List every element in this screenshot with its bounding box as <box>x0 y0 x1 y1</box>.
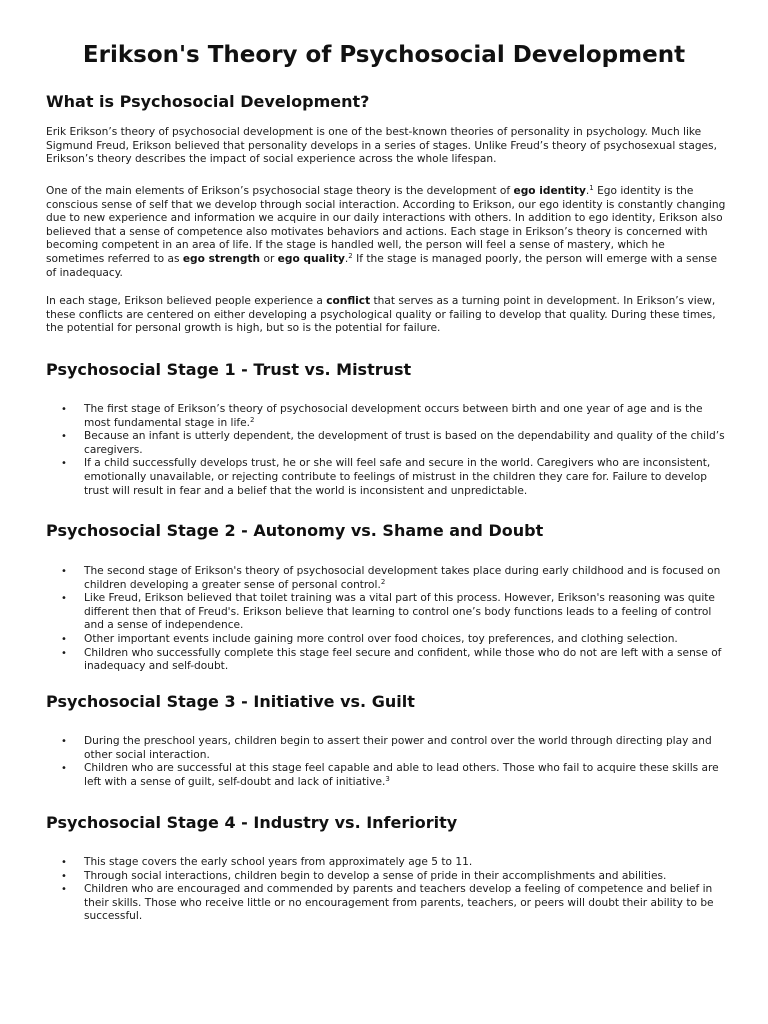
p2-text-d: Ego identity is the conscious sense of self that we develop through social interaction. According to Erikson, our ego identity is constantly changing due to new experience and information we acquire in our daily interactions with others. In addition to ego identity, Erikson also believed that a sense of competence also motivates behaviors and actions. Each stage in Erikson’s theory is concerned with becoming competent in an area of life. If the stage is handled well, the person will feel a sense of mastery, which he sometimes referred to as <box>46 185 726 265</box>
ego-identity-term: ego identity <box>513 185 586 197</box>
list-item <box>46 883 726 924</box>
intro-heading: What is Psychosocial Development? <box>46 92 370 111</box>
stage4-list <box>46 856 726 924</box>
list-item <box>46 592 726 633</box>
list-item-text: The first stage of Erikson’s theory of psychosocial development occurs between birth and one year of age and is the most fundamental stage in life. <box>84 403 703 429</box>
footnote-ref: 2 <box>250 415 255 424</box>
stage1-heading: Psychosocial Stage 1 - Trust vs. Mistrust <box>46 360 412 379</box>
footnote-ref: 2 <box>380 577 386 586</box>
stage2-list <box>46 565 726 674</box>
list-item <box>46 565 726 592</box>
list-item <box>46 735 726 762</box>
footnote-ref: 3 <box>385 774 390 783</box>
stage2-heading: Psychosocial Stage 2 - Autonomy vs. Shame and Doubt <box>46 521 544 540</box>
conflict-term: conflict <box>326 295 371 307</box>
stage4-heading: Psychosocial Stage 4 - Industry vs. Inferiority <box>46 813 458 832</box>
footnote-ref: 2 <box>348 251 353 260</box>
list-item-text: Other important events include gaining more control over food choices, toy preferences, and clothing selection. <box>84 632 678 645</box>
list-item <box>46 403 726 430</box>
p2-text-e: or <box>260 252 278 265</box>
intro-paragraph <box>46 126 726 167</box>
stage3-heading: Psychosocial Stage 3 - Initiative vs. Guilt <box>46 692 415 711</box>
list-item <box>46 856 726 870</box>
list-item <box>46 870 726 884</box>
footnote-ref: 1 <box>589 184 594 192</box>
list-item <box>46 633 726 647</box>
list-item-text: Like Freud, Erikson believed that toilet training was a vital part of this process. However, Erikson's reasoning was quite different then that of Freud's. Erikson believe that learning to control one’s body functions leads to a feeling of control and a sense of independence. <box>84 592 715 632</box>
p2-text-a: One of the main elements of Erikson’s psychosocial stage theory is the development of <box>46 185 514 197</box>
stage1-list <box>46 403 726 498</box>
conflict-paragraph <box>46 295 726 336</box>
p2-text-c: . <box>585 185 590 197</box>
list-item-text: This stage covers the early school years from approximately age 5 to 11. <box>84 856 473 868</box>
list-item-text: During the preschool years, children begin to assert their power and control over the world through directing play and other social interaction. <box>84 735 712 761</box>
list-item-text: Children who are encouraged and commended by parents and teachers develop a feeling of competence and belief in their skills. Those who receive little or no encouragement from parents, teachers, or peers will doubt their ability to be successful. <box>84 883 714 923</box>
stage3-list <box>46 735 726 789</box>
list-item <box>46 430 726 457</box>
list-item-text: Children who successfully complete this stage feel secure and confident, while those who do not are left with a sense of inadequacy and self-doubt. <box>84 646 722 673</box>
ego-quality-term: ego quality <box>277 252 345 265</box>
p2-text-g: If the stage is managed poorly, the person will emerge with a sense of inadequacy. <box>46 252 717 279</box>
list-item-text: The second stage of Erikson's theory of psychosocial development takes place during early childhood and is focused on children developing a greater sense of personal control. <box>84 565 721 591</box>
list-item <box>46 457 726 498</box>
list-item <box>46 647 726 674</box>
list-item <box>46 762 726 789</box>
document-title: Erikson's Theory of Psychosocial Development <box>82 42 686 68</box>
p2-text-f: . <box>344 252 349 265</box>
list-item-text: Because an infant is utterly dependent, the development of trust is based on the dependability and quality of the child’s caregivers. <box>84 430 725 456</box>
p3-text-c: that serves as a turning point in development. In Erikson’s view, these conflicts are centered on either developing a psychological quality or failing to develop that quality. During these times, the potential for personal growth is high, but so is the potential for failure. <box>46 295 716 335</box>
list-item-text: If a child successfully develops trust, he or she will feel safe and secure in the world. Caregivers who are inconsistent, emotionally unavailable, or rejecting contribute to feelings of mistrust in the children they care for. Failure to develop trust will result in fear and a belief that the world is inconsistent and unpredictable. <box>84 457 711 497</box>
p3-text-a: In each stage, Erikson believed people experience a <box>46 295 327 307</box>
list-item-text: Through social interactions, children begin to develop a sense of pride in their accomplishments and abilities. <box>84 869 667 882</box>
list-item-text: Children who are successful at this stage feel capable and able to lead others. Those who fail to acquire these skills are left with a sense of guilt, self-doubt and lack of initiative. <box>84 762 719 788</box>
intro-paragraph-text: Erik Erikson’s theory of psychosocial development is one of the best-known theories of personality in psychology. Much like Sigmund Freud, Erikson believed that personality develops in a series of stages. Unlike Freud’s theory of psychosexual stages, Erikson’s theory describes the impact of social experience across the whole lifespan. <box>46 126 717 166</box>
ego-strength-term: ego strength <box>182 252 261 265</box>
ego-identity-paragraph <box>46 185 726 280</box>
